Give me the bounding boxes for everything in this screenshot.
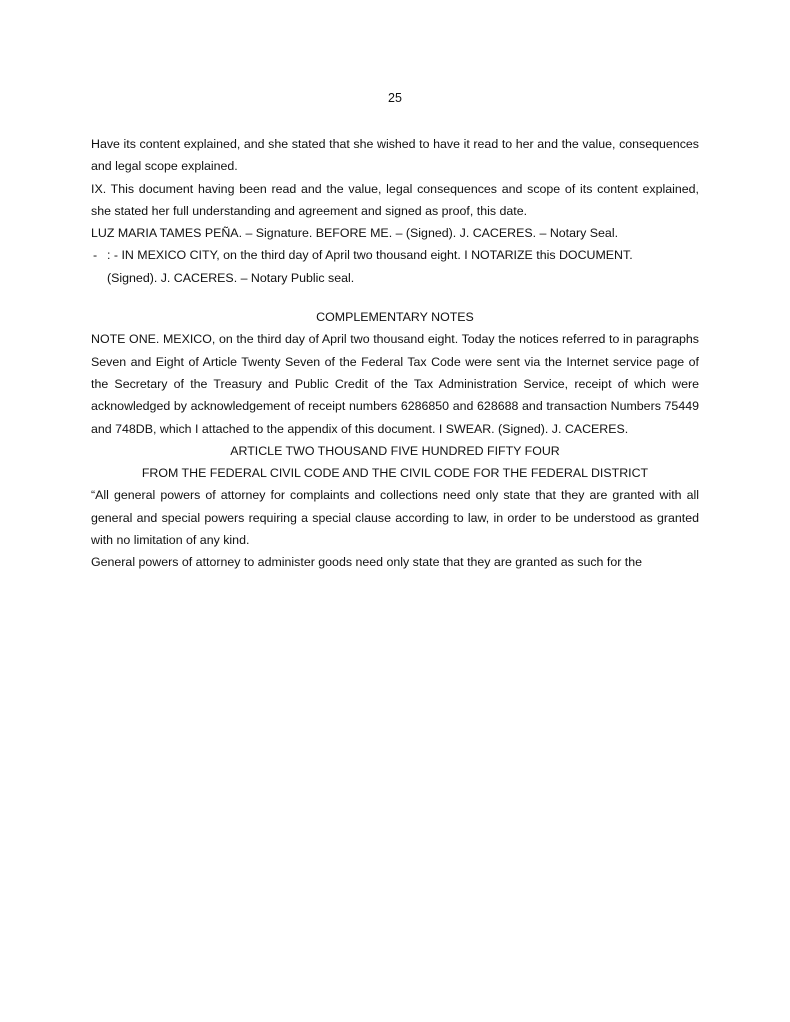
paragraph-powers-of-attorney: “All general powers of attorney for complaints and collections need only state that they are granted with all general and special powers requiring a special clause according to law, in order to be understood as granted with no limitation of any kind. bbox=[91, 488, 699, 548]
paragraph-signature-line: LUZ MARIA TAMES PEÑA. – Signature. BEFORE ME. – (Signed). J. CACERES. – Notary Seal. bbox=[91, 226, 619, 241]
paragraph-content-explained: Have its content explained, and she stated that she wished to have it read to her and the value, consequences and legal scope explained. bbox=[91, 137, 699, 174]
heading-complementary-notes: COMPLEMENTARY NOTES bbox=[316, 310, 474, 325]
notarization-line-1: : - IN MEXICO CITY, on the third day of April two thousand eight. I NOTARIZE this DOCUMENT. bbox=[107, 248, 633, 263]
heading-article: ARTICLE TWO THOUSAND FIVE HUNDRED FIFTY FOUR bbox=[230, 443, 560, 458]
section-spacer bbox=[91, 289, 699, 306]
heading-civil-code: FROM THE FEDERAL CIVIL CODE AND THE CIVIL CODE FOR THE FEDERAL DISTRICT bbox=[141, 466, 649, 481]
notarization-line-2: (Signed). J. CACERES. – Notary Public seal. bbox=[107, 270, 355, 285]
paragraph-administer-goods: General powers of attorney to administer goods need only state that they are granted as such for the bbox=[91, 555, 643, 570]
document-body bbox=[91, 133, 699, 574]
paragraph-section-ix: IX. This document having been read and the value, legal consequences and scope of its content explained, she stated her full understanding and agreement and signed as proof, this date. bbox=[91, 181, 699, 218]
paragraph-notarization bbox=[91, 244, 699, 289]
dash-marker: - bbox=[93, 248, 98, 263]
paragraph-note-one: NOTE ONE. MEXICO, on the third day of April two thousand eight. Today the notices referred to in paragraphs Seven and Eight of Article Twenty Seven of the Federal Tax Code were sent via the Internet service page of the Secretary of the Treasury and Public Credit of the Tax Administration Service, receipt of which were acknowledged by acknowledgement of receipt numbers 6286850 and 628688 and transaction Numbers 75449 and 748DB, which I attached to the appendix of this document. I SWEAR. (Signed). J. CACERES. bbox=[91, 332, 699, 436]
page-number: 25 bbox=[388, 91, 402, 105]
